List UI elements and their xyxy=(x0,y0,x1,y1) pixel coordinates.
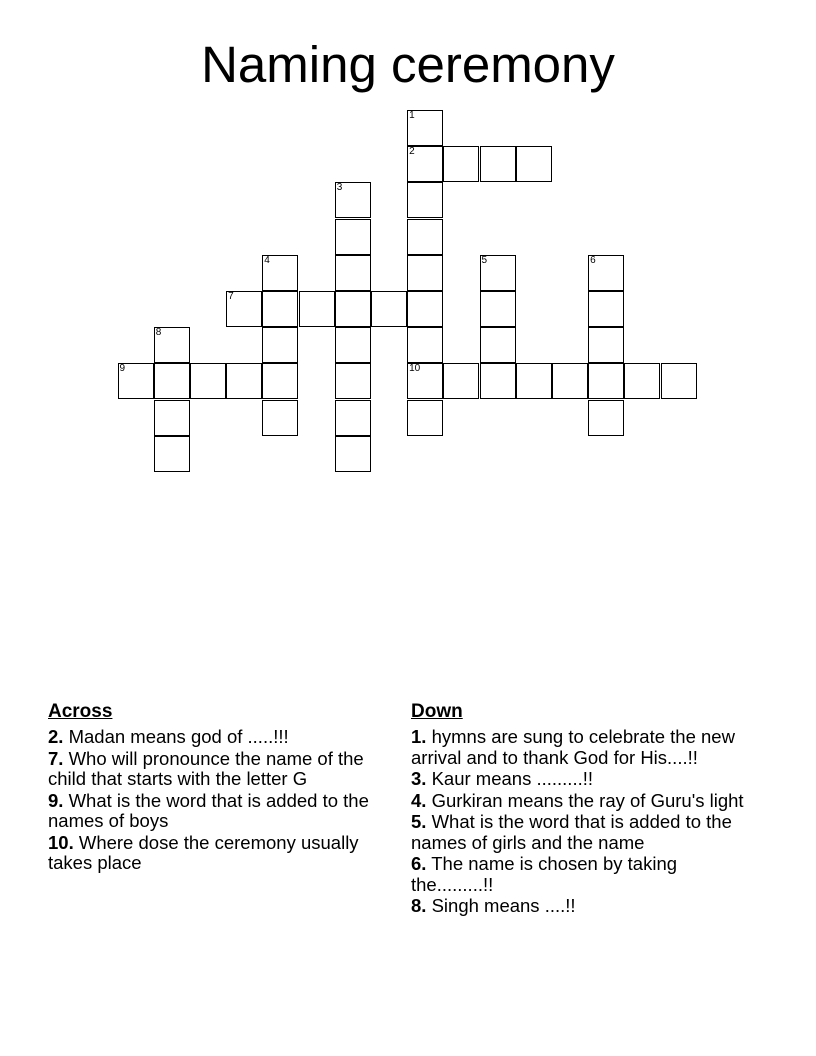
grid-cell[interactable] xyxy=(443,363,479,399)
crossword-grid xyxy=(0,0,816,480)
grid-cell[interactable] xyxy=(407,110,443,146)
cell-number: 8 xyxy=(155,327,162,339)
grid-cell[interactable] xyxy=(371,291,407,327)
cell-number: 10 xyxy=(409,363,421,375)
grid-cell[interactable] xyxy=(154,327,190,363)
grid-cell[interactable] xyxy=(262,291,298,327)
grid-cell[interactable] xyxy=(118,363,154,399)
grid-cell[interactable] xyxy=(661,363,697,399)
grid-cell[interactable] xyxy=(516,146,552,182)
grid-cell[interactable] xyxy=(226,291,262,327)
clue-number: 9. xyxy=(48,789,64,811)
cell-number: 1 xyxy=(409,110,415,121)
grid-cell[interactable] xyxy=(335,400,371,436)
across-clues xyxy=(48,701,378,875)
clue-item xyxy=(411,769,746,790)
grid-cell[interactable] xyxy=(154,363,190,399)
cell-number: 9 xyxy=(119,363,126,375)
grid-cell[interactable] xyxy=(480,146,516,182)
grid-cell[interactable] xyxy=(552,363,588,399)
grid-cell[interactable] xyxy=(588,327,624,363)
page-title: Naming ceremony xyxy=(201,36,615,93)
grid-cell[interactable] xyxy=(226,363,262,399)
grid-cell[interactable] xyxy=(335,182,371,218)
clue-item xyxy=(48,791,378,832)
grid-cell[interactable] xyxy=(588,291,624,327)
clue-item xyxy=(411,812,746,853)
grid-cell[interactable] xyxy=(407,219,443,255)
clue-item xyxy=(411,854,746,895)
clue-number: 3. xyxy=(411,768,427,789)
clue-text: Gurkiran means the ray of Guru's light xyxy=(431,789,744,811)
grid-cell[interactable] xyxy=(190,363,226,399)
down-clue-list xyxy=(411,727,746,917)
grid-cell[interactable] xyxy=(335,327,371,363)
clue-text: Madan means god of .....!!! xyxy=(68,726,289,747)
grid-cell[interactable] xyxy=(516,363,552,399)
grid-cell[interactable] xyxy=(588,363,624,399)
grid-cell[interactable] xyxy=(624,363,660,399)
grid-cell[interactable] xyxy=(407,291,443,327)
clue-number: 1. xyxy=(411,726,427,747)
clue-text: Who will pronounce the name of the child that starts with the letter G xyxy=(48,747,364,789)
clue-text: The name is chosen by taking the.........!! xyxy=(411,853,678,895)
clue-number: 2. xyxy=(48,726,64,747)
clue-text: Where dose the ceremony usually takes place xyxy=(48,831,359,873)
grid-cell[interactable] xyxy=(407,255,443,291)
cell-number: 5 xyxy=(481,254,488,266)
clue-item xyxy=(48,833,378,874)
grid-cell[interactable] xyxy=(335,255,371,291)
clue-item xyxy=(48,727,378,748)
cell-number: 6 xyxy=(590,254,596,266)
grid-cell[interactable] xyxy=(335,363,371,399)
grid-cell[interactable] xyxy=(480,291,516,327)
grid-cell[interactable] xyxy=(335,219,371,255)
clue-number: 4. xyxy=(411,789,427,811)
grid-cell[interactable] xyxy=(407,327,443,363)
clue-item xyxy=(411,896,746,917)
clue-item xyxy=(48,749,378,790)
clue-number: 8. xyxy=(411,895,427,916)
clue-text: What is the word that is added to the names of girls and the name xyxy=(411,811,732,853)
grid-cell[interactable] xyxy=(480,327,516,363)
grid-cell[interactable] xyxy=(443,146,479,182)
grid-cell[interactable] xyxy=(262,363,298,399)
cell-number: 4 xyxy=(264,254,270,266)
clue-number: 10. xyxy=(48,831,74,853)
across-heading: Across xyxy=(48,701,113,722)
cell-number: 7 xyxy=(228,291,234,302)
cell-number: 3 xyxy=(336,182,343,194)
clue-text: Kaur means .........!! xyxy=(431,768,594,789)
down-heading: Down xyxy=(411,701,463,722)
grid-cell[interactable] xyxy=(262,327,298,363)
clue-item xyxy=(411,791,746,812)
clue-number: 6. xyxy=(411,853,427,874)
grid-cell[interactable] xyxy=(154,400,190,436)
grid-cell[interactable] xyxy=(335,291,371,327)
grid-cell[interactable] xyxy=(262,400,298,436)
clue-text: hymns are sung to celebrate the new arrival and to thank God for His....!! xyxy=(411,726,735,768)
grid-cell[interactable] xyxy=(299,291,335,327)
grid-cell[interactable] xyxy=(407,363,443,399)
across-clue-list xyxy=(48,727,378,874)
grid-cell[interactable] xyxy=(407,146,443,182)
clue-number: 5. xyxy=(411,811,427,832)
grid-cell[interactable] xyxy=(262,255,298,291)
clue-text: What is the word that is added to the names of boys xyxy=(48,789,369,831)
clue-item xyxy=(411,727,746,768)
down-clues xyxy=(411,701,746,918)
grid-cell[interactable] xyxy=(335,436,371,472)
grid-cell[interactable] xyxy=(407,182,443,218)
grid-cell[interactable] xyxy=(588,255,624,291)
grid-cell[interactable] xyxy=(154,436,190,472)
clue-text: Singh means ....!! xyxy=(431,895,576,916)
cell-number: 2 xyxy=(409,146,415,158)
grid-cell[interactable] xyxy=(480,255,516,291)
grid-cell[interactable] xyxy=(480,363,516,399)
grid-cell[interactable] xyxy=(588,400,624,436)
grid-cell[interactable] xyxy=(407,400,443,436)
clue-number: 7. xyxy=(48,747,64,769)
